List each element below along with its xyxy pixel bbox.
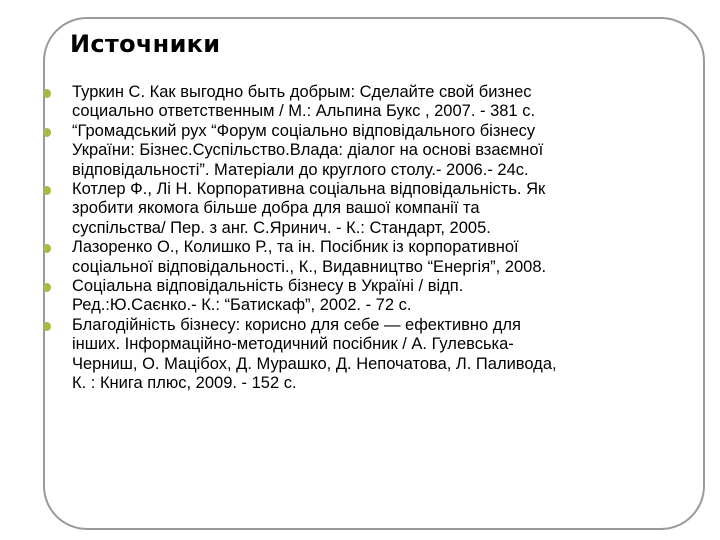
source-line: Черниш, О. Мацібох, Д. Мурашко, Д. Непочатова, Л. Паливода, bbox=[72, 354, 557, 373]
source-item bbox=[38, 83, 668, 122]
source-line: суспільства/ Пер. з анг. С.Яринич. - К.: Стандарт, 2005. bbox=[72, 218, 491, 237]
source-line: зробити якомога більше добра для вашої компанії та bbox=[72, 199, 480, 218]
bullet-dot-icon bbox=[43, 283, 51, 292]
bullet-dot-icon bbox=[43, 322, 51, 331]
source-item bbox=[38, 238, 668, 277]
source-line: “Громадський рух “Форум соціально відповідального бізнесу bbox=[72, 121, 536, 140]
source-line: Лазоренко О., Колишко Р., та ін. Посібник із корпоративної bbox=[72, 238, 519, 257]
source-item bbox=[38, 180, 668, 238]
source-line: інших. Інформаційно-методичний посібник / А. Гулевська- bbox=[72, 335, 514, 354]
source-line: Ред.:Ю.Саєнко.- К.: “Батискаф”, 2002. - 72 с. bbox=[72, 296, 412, 315]
bullet-dot-icon bbox=[43, 128, 51, 137]
bullet-dot-icon bbox=[43, 244, 51, 253]
source-item bbox=[38, 316, 668, 394]
source-line: К. : Книга плюс, 2009. - 152 с. bbox=[72, 374, 297, 393]
bullet-dot-icon bbox=[43, 89, 51, 98]
source-line: Туркин С. Как выгодно быть добрым: Сделайте свой бизнес bbox=[72, 83, 532, 101]
source-item bbox=[38, 277, 668, 316]
bullet-dot-icon bbox=[43, 186, 51, 195]
source-line: Соціальна відповідальність бізнесу в Україні / відп. bbox=[72, 277, 464, 296]
source-line: социально ответственным / М.: Альпина Букс , 2007. - 381 с. bbox=[72, 102, 536, 121]
slide-title: Источники bbox=[70, 30, 221, 58]
source-line: Котлер Ф., Лі Н. Корпоративна соціальна відповідальність. Як bbox=[72, 180, 546, 199]
source-item bbox=[38, 122, 668, 180]
source-line: відповідальності”. Матеріали до круглого столу.- 2006.- 24с. bbox=[72, 160, 529, 179]
source-line: соціальної відповідальності., К., Видавництво “Енергія”, 2008. bbox=[72, 257, 547, 276]
source-line: України: Бізнес.Суспільство.Влада: діалог на основі взаємної bbox=[72, 141, 544, 160]
source-line: Благодійність бізнесу: корисно для себе — ефективно для bbox=[72, 315, 521, 334]
source-list bbox=[38, 83, 668, 394]
